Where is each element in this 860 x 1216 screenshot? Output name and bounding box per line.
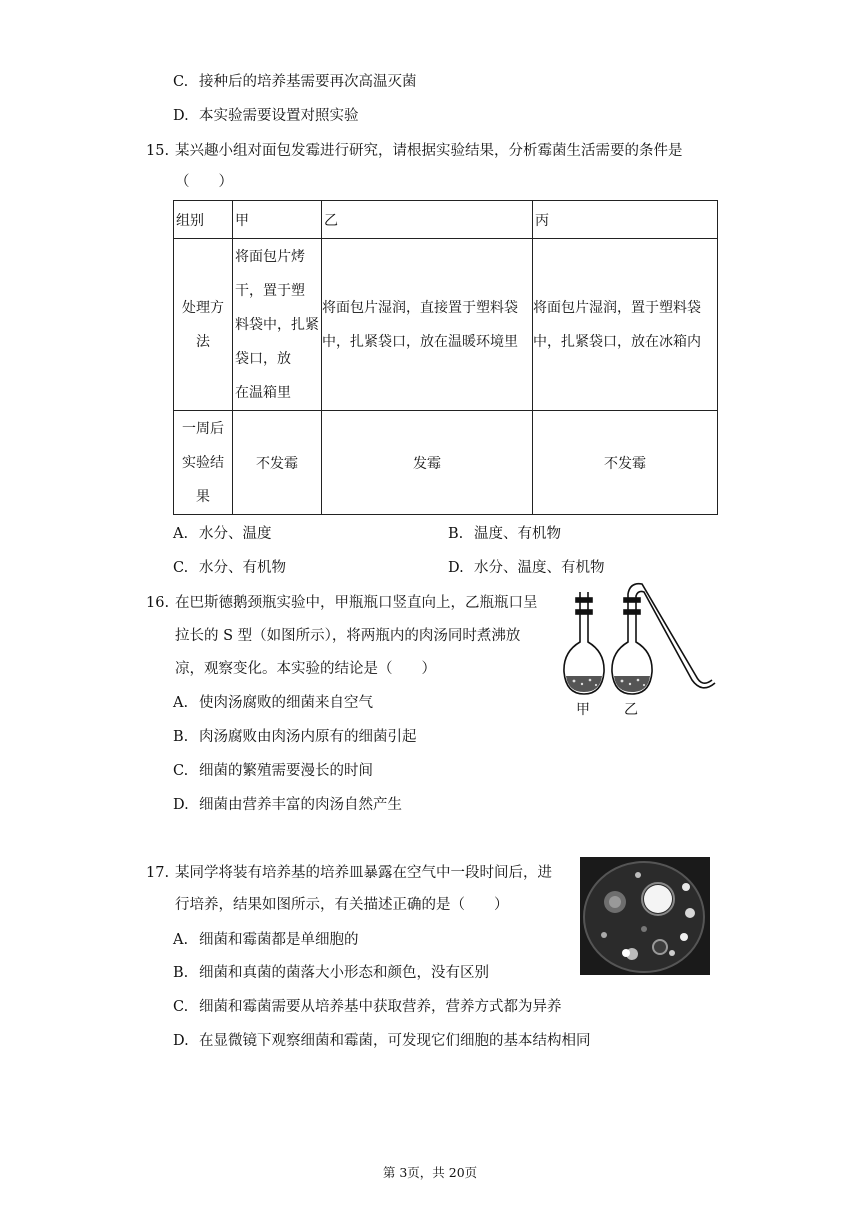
q17-option-b: B. 细菌和真菌的菌落大小形态和颜色，没有区别 [173, 965, 489, 981]
q15-paren: （ ） [175, 174, 233, 190]
method-jia: 将面包片烤 干，置于塑 料袋中，扎紧 袋口，放 在温箱里 [233, 239, 322, 411]
label-yi: 乙 [624, 702, 638, 718]
q17-option-a: A. 细菌和霉菌都是单细胞的 [173, 932, 359, 948]
page-footer: 第 3页，共 20页 [382, 1165, 478, 1180]
q15-option-c: C. 水分、有机物 [173, 560, 286, 576]
flask-illustration [560, 580, 720, 720]
q15-experiment-table [173, 200, 718, 515]
q17-number: 17. [146, 865, 170, 881]
table-result-row [174, 411, 718, 515]
result-bing: 不发霉 [533, 411, 718, 515]
q16-stem-line-2: 拉长的 S 型（如图所示），将两瓶内的肉汤同时煮沸放 [175, 628, 521, 644]
table-method-row [174, 239, 718, 411]
q17-stem-line-2: 行培养，结果如图所示，有关描述正确的是（ ） [175, 897, 509, 913]
q17-option-d: D. 在显微镜下观察细菌和霉菌，可发现它们细胞的基本结构相同 [173, 1033, 591, 1049]
q15-number: 15. [146, 143, 170, 159]
q16-option-a: A. 使肉汤腐败的细菌来自空气 [173, 695, 373, 711]
header-jia: 甲 [233, 201, 322, 239]
q15-option-b: B. 温度、有机物 [448, 526, 561, 542]
q14-option-c: C. 接种后的培养基需要再次高温灭菌 [173, 74, 417, 90]
q15-option-d: D. 水分、温度、有机物 [448, 560, 605, 576]
q16-option-d: D. 细菌由营养丰富的肉汤自然产生 [173, 797, 402, 813]
q16-stem-line-3: 凉，观察变化。本实验的结论是（ ） [175, 661, 436, 677]
q16-option-b: B. 肉汤腐败由肉汤内原有的细菌引起 [173, 729, 417, 745]
petri-dish-photo [580, 857, 710, 975]
result-jia: 不发霉 [233, 411, 322, 515]
result-yi: 发霉 [322, 411, 533, 515]
label-jia: 甲 [576, 702, 590, 718]
q15-option-a: A. 水分、温度 [173, 526, 272, 542]
table-header-row [174, 201, 718, 239]
result-label: 一周后 实验结 果 [174, 411, 233, 515]
method-label: 处理方 法 [174, 239, 233, 411]
q17-option-c: C. 细菌和霉菌需要从培养基中获取营养，营养方式都为异养 [173, 999, 562, 1015]
q16-stem-line-1: 在巴斯德鹅颈瓶实验中，甲瓶瓶口竖直向上，乙瓶瓶口呈 [175, 595, 538, 611]
q16-option-c: C. 细菌的繁殖需要漫长的时间 [173, 763, 373, 779]
header-yi: 乙 [322, 201, 533, 239]
swan-neck-flask-figure [560, 580, 720, 720]
petri-dish-image [580, 857, 710, 975]
header-bing: 丙 [533, 201, 718, 239]
method-yi: 将面包片湿润，直接置于塑料袋 中，扎紧袋口，放在温暖环境里 [322, 239, 533, 411]
q17-stem-line-1: 某同学将装有培养基的培养皿暴露在空气中一段时间后，进 [175, 865, 552, 881]
q16-number: 16. [146, 595, 170, 611]
q15-stem: 某兴趣小组对面包发霉进行研究，请根据实验结果，分析霉菌生活需要的条件是 [175, 143, 683, 159]
q14-option-d: D. 本实验需要设置对照实验 [173, 108, 359, 124]
method-bing: 将面包片湿润，置于塑料袋 中，扎紧袋口，放在冰箱内 [533, 239, 718, 411]
header-group: 组别 [174, 201, 233, 239]
